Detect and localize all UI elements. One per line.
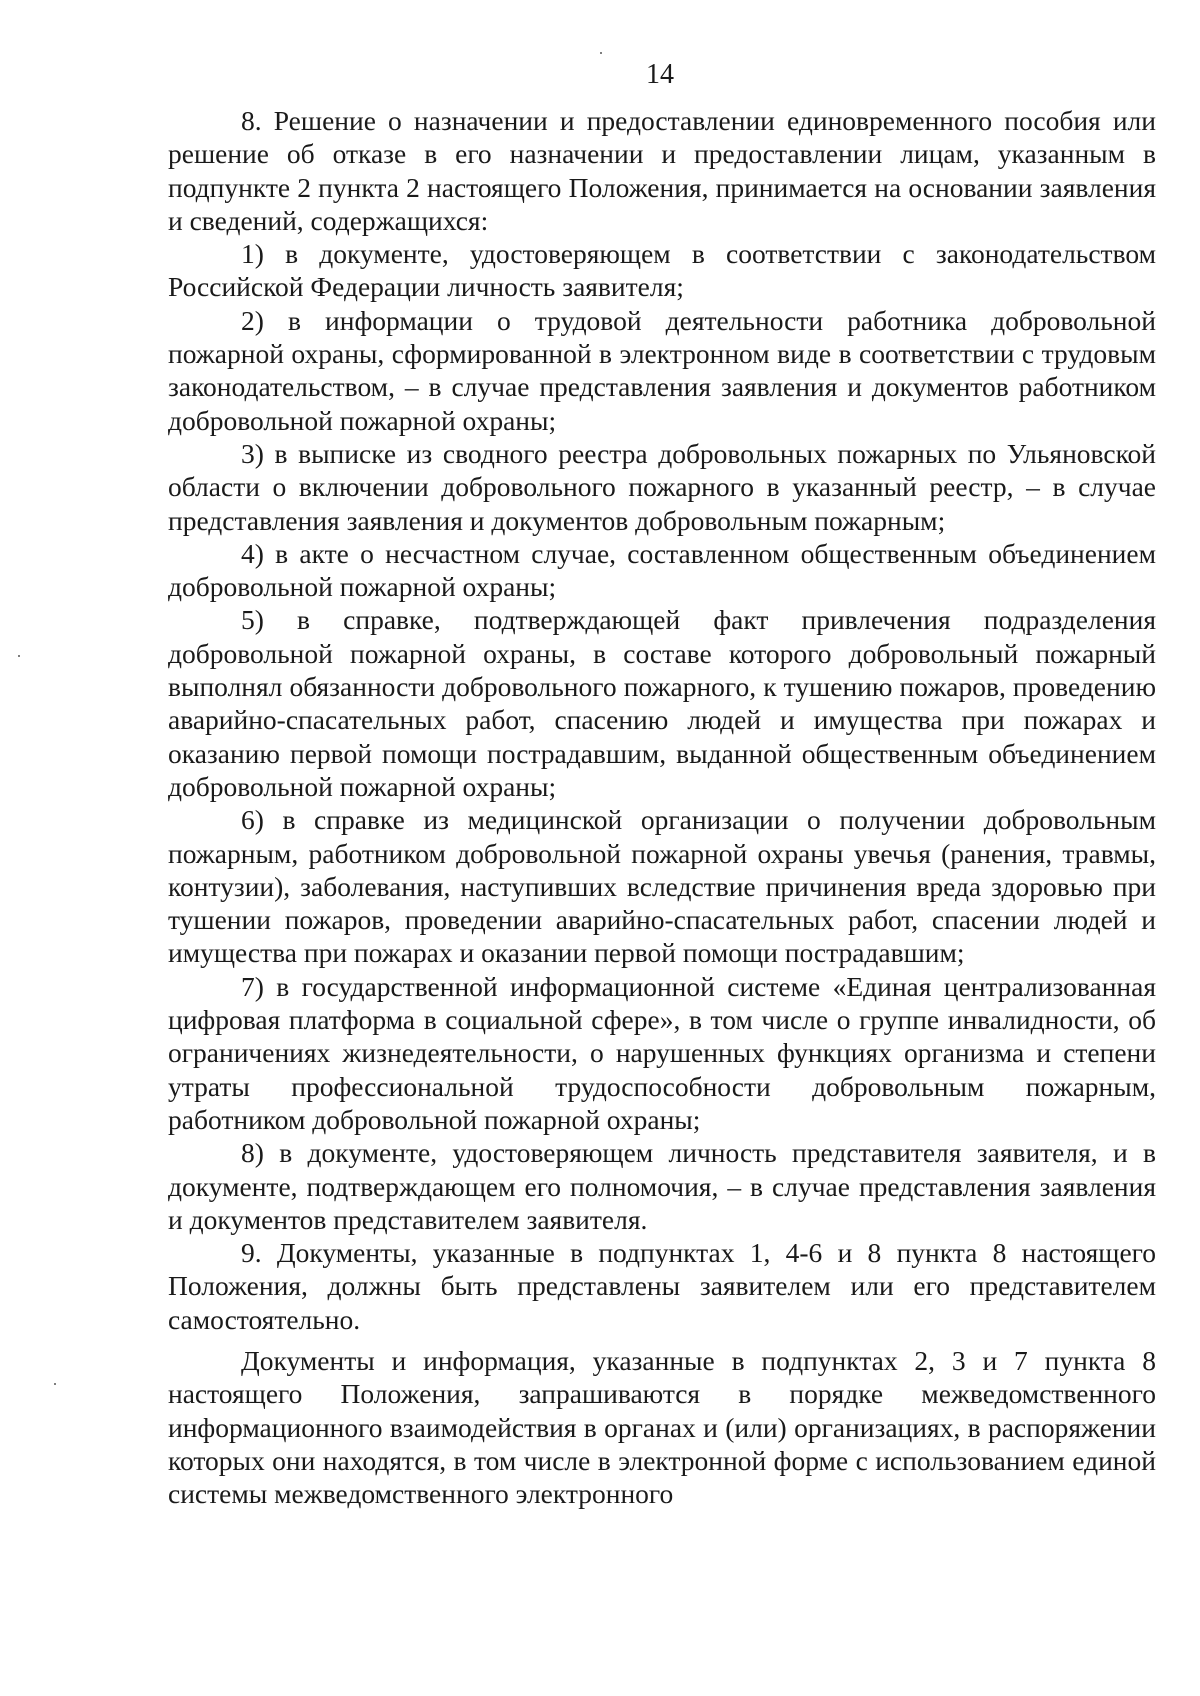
- subitem-5: 5) в справке, подтверждающей факт привлечения подразделения добровольной пожарной охраны, в составе которого добровольный пожарный выполнял обязанности добровольного пожарного, к тушению пожаров, проведению аварийно-спасательных работ, спасению людей и имущества при пожарах и оказанию первой помощи пострадавшим, выданной общественным объединением добровольной пожарной охраны;: [168, 604, 1156, 802]
- scan-speck: [600, 52, 602, 54]
- scan-speck: [54, 1383, 56, 1385]
- page-number: 14: [646, 59, 674, 90]
- paragraph-9: 9. Документы, указанные в подпунктах 1, 4-6 и 8 пункта 8 настоящего Положения, должны быть представлены заявителем или его представителем самостоятельно.: [168, 1237, 1156, 1335]
- subitem-8: 8) в документе, удостоверяющем личность представителя заявителя, и в документе, подтверждающем его полномочия, – в случае представления заявления и документов представителем заявителя.: [168, 1137, 1156, 1235]
- paragraph-9-continuation: Документы и информация, указанные в подпунктах 2, 3 и 7 пункта 8 настоящего Положения, запрашиваются в порядке межведомственного информационного взаимодействия в органах и (или) организациях, в распоряжении которых они находятся, в том числе в электронной форме с использованием единой системы межведомственного электронного: [168, 1344, 1156, 1510]
- subitem-3: 3) в выписке из сводного реестра добровольных пожарных по Ульяновской области о включении добровольного пожарного в указанный реестр, – в случае представления заявления и документов добровольным пожарным;: [168, 437, 1156, 536]
- subitem-4: 4) в акте о несчастном случае, составленном общественным объединением добровольной пожарной охраны;: [168, 537, 1156, 603]
- subitem-2: 2) в информации о трудовой деятельности работника добровольной пожарной охраны, сформированной в электронном виде в соответствии с трудовым законодательством, – в случае представления заявления и документов работником добровольной пожарной охраны;: [168, 304, 1156, 436]
- subitem-1: 1) в документе, удостоверяющем в соответствии с законодательством Российской Федерации личность заявителя;: [168, 238, 1156, 303]
- document-body: [168, 104, 1156, 1510]
- paragraph-8: 8. Решение о назначении и предоставлении единовременного пособия или решение об отказе в его назначении и предоставлении лицам, указанным в подпункте 2 пункта 2 настоящего Положения, принимается на основании заявления и сведений, содержащихся:: [168, 105, 1156, 236]
- subitem-6: 6) в справке из медицинской организации о получении добровольным пожарным, работником добровольной пожарной охраны увечья (ранения, травмы, контузии), заболевания, наступивших вследствие причинения вреда здоровью при тушении пожаров, проведении аварийно-спасательных работ, спасении людей и имущества при пожарах и оказании первой помощи пострадавшим;: [168, 804, 1156, 969]
- subitem-7: 7) в государственной информационной системе «Единая централизованная цифровая платформа в социальной сфере», в том числе о группе инвалидности, об ограничениях жизнедеятельности, о нарушенных функциях организма и степени утраты профессиональной трудоспособности добровольным пожарным, работником добровольной пожарной охраны;: [168, 970, 1156, 1135]
- scan-speck: [18, 655, 20, 657]
